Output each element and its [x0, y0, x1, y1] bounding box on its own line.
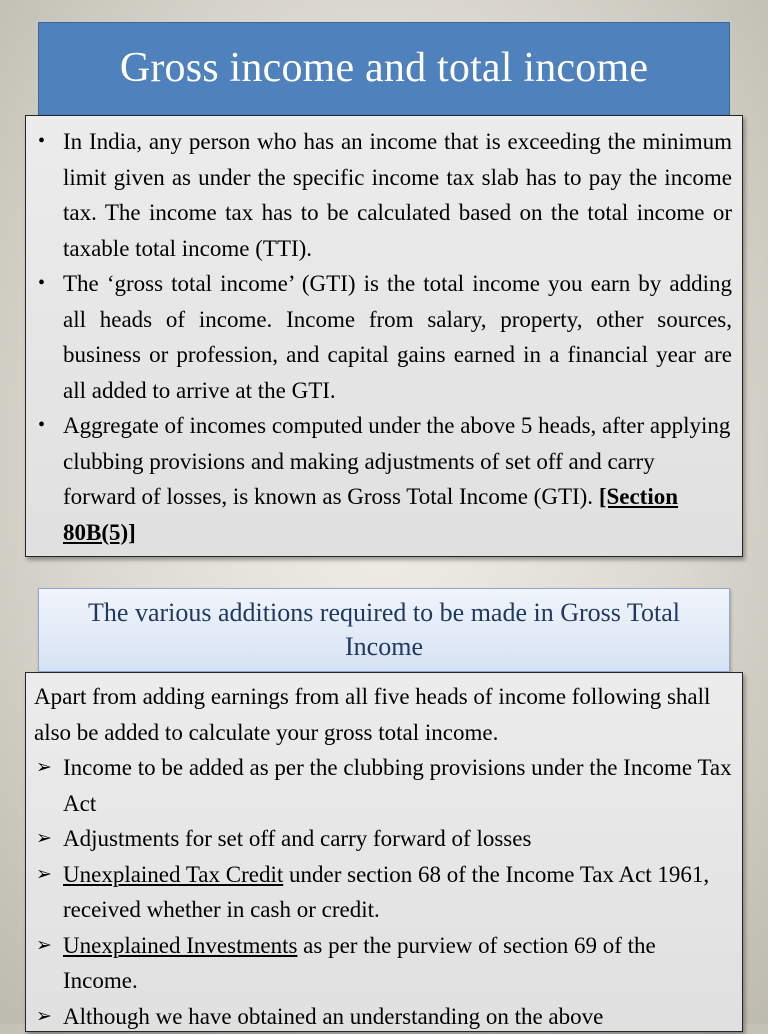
additions-heading-banner [38, 588, 730, 672]
list-item-underlined-term: Unexplained Tax Credit [63, 862, 283, 887]
additions-text-box [25, 672, 743, 1032]
additions-intro: Apart from adding earnings from all five heads of income following shall also be added to calculate your gross total income. [34, 679, 732, 750]
additions-list [34, 750, 732, 1034]
arrow-bullet-icon: ➢ [36, 821, 52, 857]
list-item-text: as per the purview of section 69 of the Income. [63, 933, 656, 994]
list-item [34, 857, 732, 928]
bullet-text: In India, any person who has an income that is exceeding the minimum limit given as under the specific income tax slab has to pay the income tax. The income tax has to be calculated based on the total income or taxable total income (TTI). [63, 129, 732, 261]
section-reference: [Section 80B(5)] [63, 484, 678, 545]
list-item-text: Income to be added as per the clubbing provisions under the Income Tax Act [63, 755, 732, 816]
list-item-text: under section 68 of the Income Tax Act 1961, received whether in cash or credit. [63, 862, 709, 923]
list-item [34, 821, 732, 857]
slide-title-banner [38, 22, 730, 117]
list-item [34, 999, 732, 1034]
arrow-bullet-icon: ➢ [36, 857, 52, 893]
bullet-dot-icon: • [38, 408, 45, 444]
definition-bullet-list [36, 124, 732, 550]
list-item-text: Although we have obtained an understanding on the above [63, 1004, 603, 1029]
bullet-item-aggregate [36, 408, 732, 550]
list-item [34, 928, 732, 999]
bullet-item-tti [36, 124, 732, 266]
bullet-text: Aggregate of incomes computed under the above 5 heads, after applying clubbing provisions and making adjustments of set off and carry forward of losses, is known as Gross Total Income (GTI). [63, 413, 730, 509]
slide-title: Gross income and total income [120, 44, 648, 92]
additions-heading: The various additions required to be made in Gross Total Income [64, 596, 704, 664]
bullet-item-gti [36, 266, 732, 408]
arrow-bullet-icon: ➢ [36, 999, 52, 1034]
list-item [34, 750, 732, 821]
definition-text-box [25, 115, 743, 557]
bullet-dot-icon: • [38, 266, 45, 302]
bullet-dot-icon: • [38, 124, 45, 160]
arrow-bullet-icon: ➢ [36, 928, 52, 964]
bullet-text: The ‘gross total income’ (GTI) is the total income you earn by adding all heads of income. Income from salary, property, other sources, business or profession, and capital gains earned in a financial year are all added to arrive at the GTI. [63, 271, 732, 403]
list-item-text: Adjustments for set off and carry forward of losses [63, 826, 531, 851]
arrow-bullet-icon: ➢ [36, 750, 52, 786]
list-item-underlined-term: Unexplained Investments [63, 933, 297, 958]
